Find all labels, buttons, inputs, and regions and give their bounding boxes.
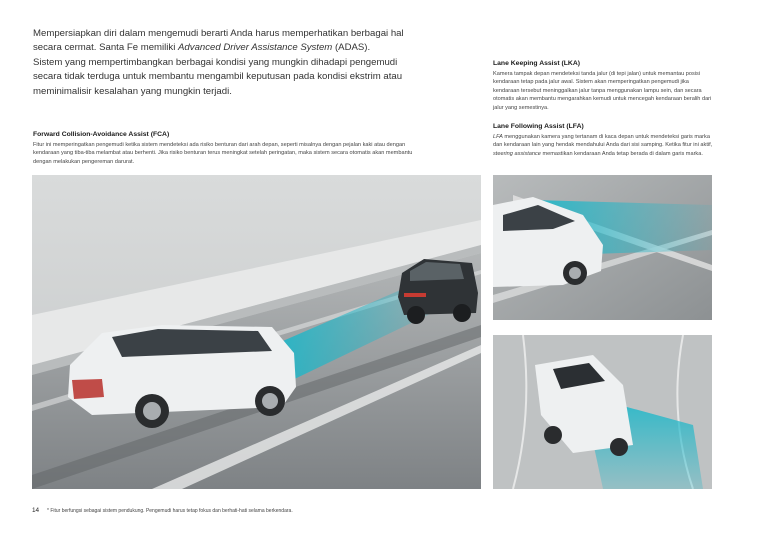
lfa-description-a: menggunakan kamera yang tertanam di kaca depan untuk mendeteksi garis marka dan kendaraan lain yang hendak mendahului Anda dari sisi samping. Ketika fitur ini aktif, — [493, 134, 713, 149]
lka-title: Lane Keeping Assist (LKA) — [493, 60, 580, 67]
lka-section — [493, 60, 715, 112]
lka-description: Kamera tampak depan mendeteksi tanda jalur (di tepi jalan) untuk memantau posisi kendaraan tetap pada jalur awal. Sistem akan memperingatkan pengemudi jika kendaraan tersebut meninggalkan jalur tanpa menggunakan lampu sein, dan secara otomatis akan membantu mengarahkan kemudi untuk mencegah kendaraan beralih dari jalur yang semestinya. — [493, 71, 712, 111]
fca-description: Fitur ini memperingatkan pengemudi ketika sistem mendeteksi ada risiko benturan dari arah depan, seperti misalnya dengan pejalan kaki atau dengan kendaraan yang tiba-tiba melambat atau berhenti. Jika risiko benturan terus meningkat setelah peringatan, maka sistem secara otomatis akan membantu dengan melakukan pengereman darurat. — [33, 142, 413, 165]
intro-line-5: meminimalisir kesalahan yang mungkin terjadi. — [33, 85, 232, 97]
lfa-steering-term: steering assistance — [493, 150, 541, 157]
intro-paragraph — [33, 27, 413, 99]
fca-title: Forward Collision-Avoidance Assist (FCA) — [33, 131, 170, 138]
lfa-description — [493, 133, 715, 158]
lfa-description-b: memastikan kendaraan Anda tetap berada di dalam garis marka. — [540, 150, 703, 157]
intro-line-3: Sistem yang mempertimbangkan berbagai kondisi yang mungkin dihadapi pengemudi — [33, 56, 398, 68]
footnote: * Fitur berfungsi sebagai sistem pendukung. Pengemudi harus tetap fokus dan berhati-hati selama berkendara. — [47, 508, 293, 514]
lfa-term: LFA — [493, 134, 503, 140]
intro-adas-term: Advanced Driver Assistance System — [178, 42, 333, 54]
page-number: 14 — [32, 507, 40, 514]
intro-line-2a: secara cermat. Santa Fe memiliki — [33, 42, 179, 54]
lfa-title: Lane Following Assist (LFA) — [493, 123, 584, 130]
lfa-section — [493, 123, 715, 158]
lfa-illustration — [493, 335, 712, 489]
intro-line-2b: (ADAS). — [332, 42, 371, 54]
intro-line-1: Mempersiapkan diri dalam mengemudi berarti Anda harus memperhatikan berbagai hal — [33, 28, 404, 39]
fca-section — [33, 131, 418, 166]
intro-line-4: secara tidak terduga untuk membantu mengambil keputusan pada kondisi ekstrim atau — [33, 71, 403, 83]
lka-illustration — [493, 175, 712, 320]
fca-illustration — [32, 175, 481, 489]
